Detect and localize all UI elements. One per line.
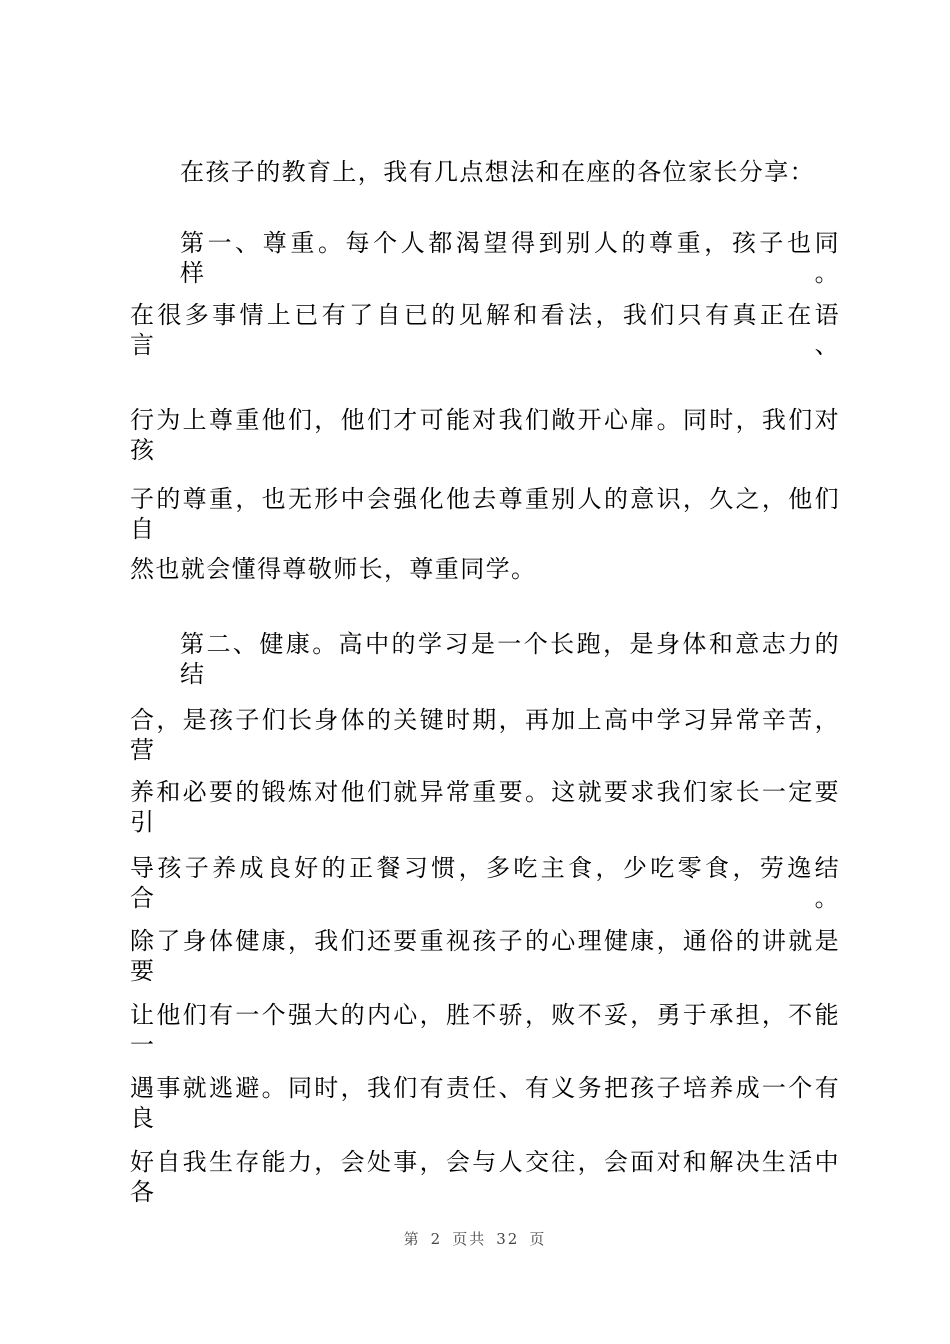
paragraph-line: 第二、健康。高中的学习是一个长跑，是身体和意志力的结	[180, 630, 840, 688]
footer-suffix: 页	[529, 1230, 547, 1248]
paragraph-line: 行为上尊重他们，他们才可能对我们敞开心扉。同时，我们对孩	[130, 406, 840, 464]
paragraph-line: 在很多事情上已有了自已的见解和看法，我们只有真正在语言、	[130, 301, 840, 359]
page-footer	[0, 1228, 950, 1249]
paragraph-line: 合，是孩子们长身体的关键时期，再加上高中学习异常辛苦，营	[130, 706, 840, 764]
paragraph-line: 然也就会懂得尊敬师长，尊重同学。	[130, 555, 537, 583]
footer-middle: 页共	[452, 1230, 487, 1248]
paragraph-line: 除了身体健康，我们还要重视孩子的心理健康，通俗的讲就是要	[130, 927, 840, 985]
footer-prefix: 第	[403, 1230, 421, 1248]
paragraph-line: 在孩子的教育上，我有几点想法和在座的各位家长分享：	[180, 158, 815, 186]
paragraph-line: 导孩子养成良好的正餐习惯，多吃主食，少吃零食，劳逸结合。	[130, 854, 840, 912]
paragraph-line: 子的尊重，也无形中会强化他去尊重别人的意识，久之，他们自	[130, 485, 840, 543]
paragraph-line: 让他们有一个强大的内心，胜不骄，败不妥，勇于承担，不能一	[130, 1001, 840, 1059]
paragraph-line: 好自我生存能力，会处事，会与人交往，会面对和解决生活中各	[130, 1148, 840, 1206]
paragraph-line: 第一、尊重。每个人都渴望得到别人的尊重，孩子也同样。	[180, 229, 840, 287]
footer-total-pages: 32	[496, 1230, 520, 1248]
paragraph-line: 养和必要的锻炼对他们就异常重要。这就要求我们家长一定要引	[130, 778, 840, 836]
paragraph-line: 遇事就逃避。同时，我们有责任、有义务把孩子培养成一个有良	[130, 1074, 840, 1132]
footer-page-number: 2	[430, 1230, 443, 1248]
